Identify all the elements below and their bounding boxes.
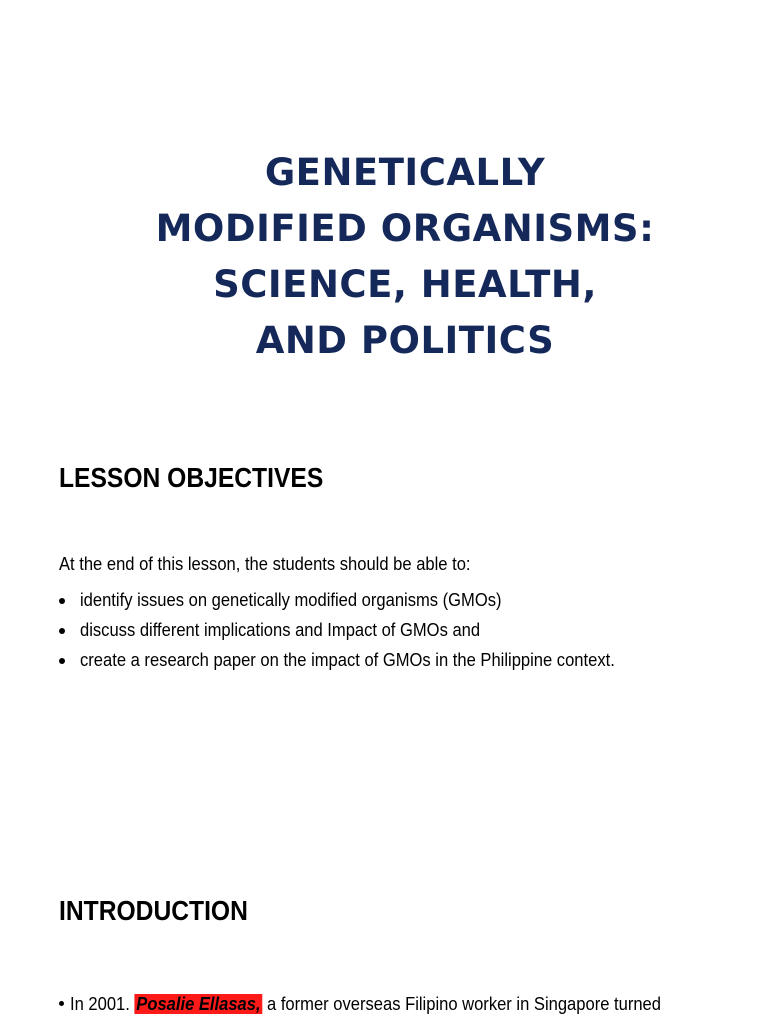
bullet-icon bbox=[59, 1001, 64, 1006]
introduction-heading: INTRODUCTION bbox=[59, 895, 248, 926]
objective-text: identify issues on genetically modified organisms (GMOs) bbox=[80, 590, 502, 610]
paragraph-text bbox=[70, 991, 661, 1017]
objective-text: discuss different implications and Impact of GMOs and bbox=[80, 620, 481, 640]
introduction-paragraph bbox=[59, 991, 712, 1017]
objectives-intro-text: At the end of this lesson, the students should be able to: bbox=[59, 554, 471, 574]
paragraph-suffix: a former overseas Filipino worker in Singapore turned bbox=[262, 994, 661, 1014]
objective-text: create a research paper on the impact of GMOs in the Philippine context. bbox=[80, 650, 615, 670]
document-title bbox=[0, 145, 768, 369]
title-line: GENETICALLY bbox=[264, 151, 546, 194]
bullet-icon bbox=[59, 628, 65, 634]
title-line: AND POLITICS bbox=[255, 319, 555, 362]
title-line: MODIFIED ORGANISMS: bbox=[155, 207, 655, 250]
paragraph-prefix: In 2001. bbox=[70, 994, 135, 1014]
lesson-objectives-heading: LESSON OBJECTIVES bbox=[59, 462, 324, 493]
highlighted-name: Posalie Ellasas, bbox=[136, 994, 261, 1014]
bullet-icon bbox=[59, 598, 65, 604]
bullet-icon bbox=[59, 658, 65, 664]
title-line: SCIENCE, HEALTH, bbox=[213, 263, 597, 306]
